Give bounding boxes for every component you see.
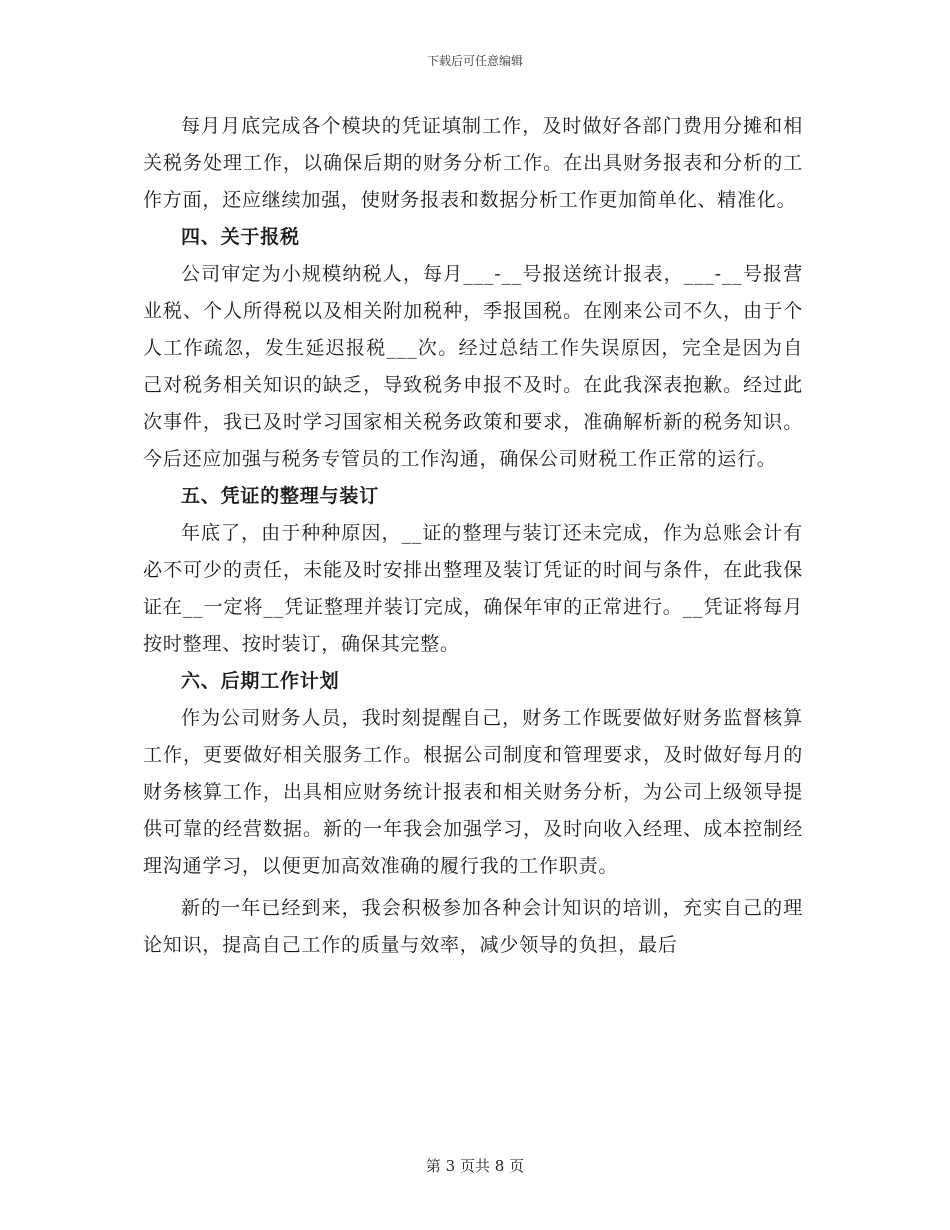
section-heading-voucher-binding: 五、凭证的整理与装订 <box>181 485 380 507</box>
document-body <box>143 108 803 964</box>
paragraph-tax-filing: 公司审定为小规模纳税人，每月___-__号报送统计报表，___-__号报营业税、个人所得税以及相关附加税种，季报国税。在刚来公司不久，由于个人工作疏忽，发生延迟报税___次。经过总结工作失误原因，完全是因为自己对税务相关知识的缺乏，导致税务申报不及时。在此我深表抱歉。经过此次事件，我已及时学习国家相关税务政策和要求，准确解析新的税务知识。今后还应加强与税务专管员的工作沟通，确保公司财税工作正常的运行。 <box>143 263 803 470</box>
paragraph-voucher-monthly: 每月月底完成各个模块的凭证填制工作，及时做好各部门费用分摊和相关税务处理工作，以确保后期的财务分析工作。在出具财务报表和分析的工作方面，还应继续加强，使财务报表和数据分析工作更加简单化、精准化。 <box>143 115 803 211</box>
page-number: 第 3 页共 8 页 <box>425 1157 525 1175</box>
paragraph-new-year: 新的一年已经到来，我会积极参加各种会计知识的培训，充实自己的理论知识，提高自己工作的质量与效率，减少领导的负担，最后 <box>143 897 803 956</box>
section-heading-tax-filing: 四、关于报税 <box>181 226 300 248</box>
paragraph-voucher-binding: 年底了，由于种种原因，__证的整理与装订还未完成，作为总账会计有必不可少的责任，未能及时安排出整理及装订凭证的时间与条件，在此我保证在__一定将__凭证整理并装订完成，确保年审的正常进行。__凭证将每月按时整理、按时装订，确保其完整。 <box>143 522 803 655</box>
page-header: 下载后可任意编辑 <box>426 54 523 68</box>
section-heading-work-plan: 六、后期工作计划 <box>181 670 340 692</box>
paragraph-work-plan: 作为公司财务人员，我时刻提醒自己，财务工作既要做好财务监督核算工作，更要做好相关服务工作。根据公司制度和管理要求，及时做好每月的财务核算工作，出具相应财务统计报表和相关财务分析，为公司上级领导提供可靠的经营数据。新的一年我会加强学习，及时向收入经理、成本控制经理沟通学习，以便更加高效准确的履行我的工作职责。 <box>143 707 803 877</box>
